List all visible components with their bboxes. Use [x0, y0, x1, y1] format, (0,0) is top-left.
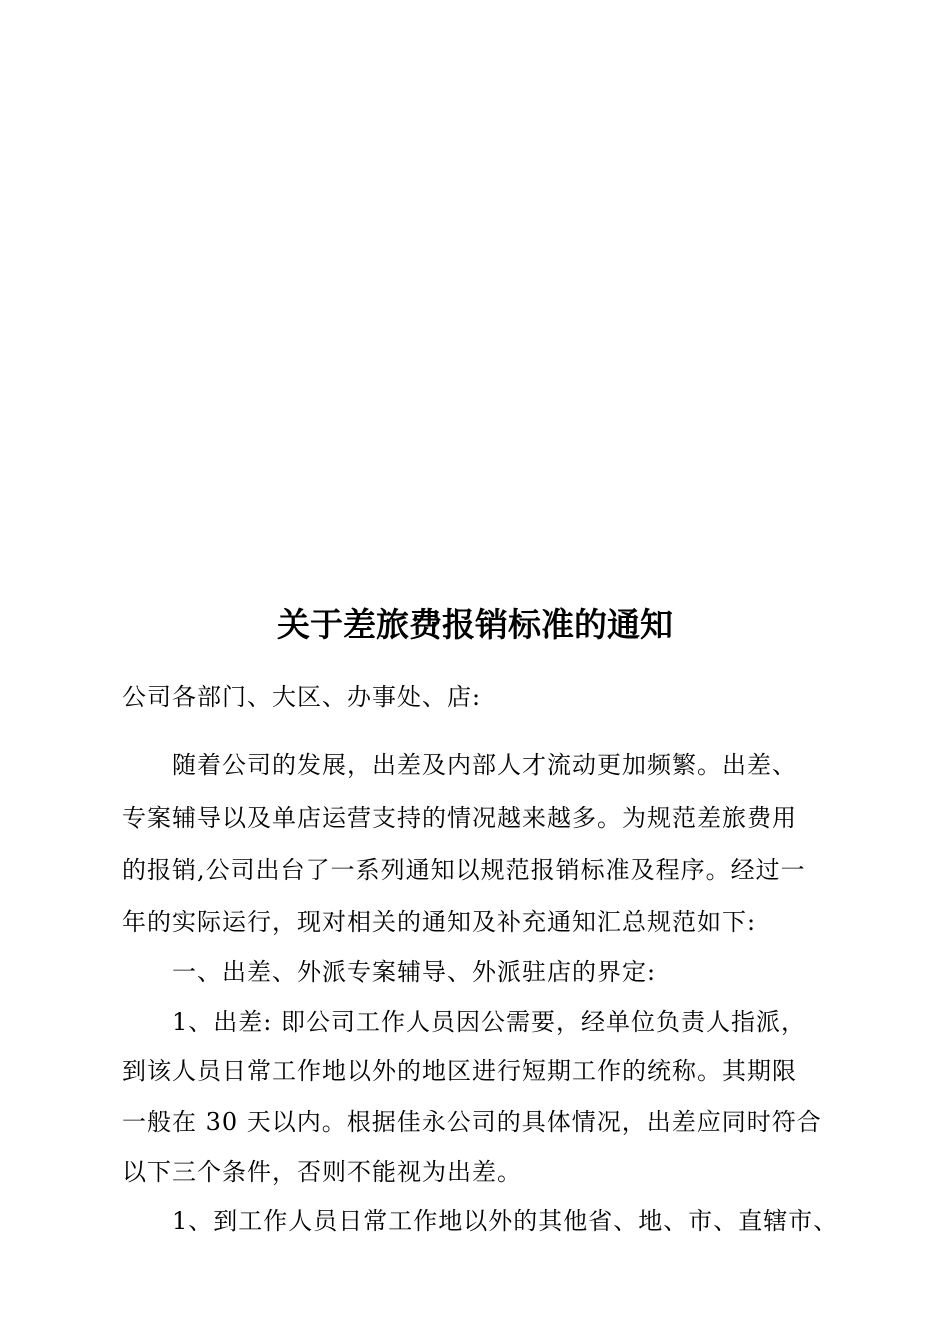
paragraph-line: 随着公司的发展，出差及内部人才流动更加频繁。出差、: [172, 751, 797, 779]
paragraph-line: 一般在 30 天以内。根据佳永公司的具体情况，出差应同时符合: [122, 1108, 822, 1136]
paragraph-line: 专案辅导以及单店运营支持的情况越来越多。为规范差旅费用: [122, 804, 797, 832]
paragraph-line: 的报销,公司出台了一系列通知以规范报销标准及程序。经过一: [122, 856, 806, 884]
paragraph-line: 到该人员日常工作地以外的地区进行短期工作的统称。其期限: [122, 1057, 797, 1085]
salutation: 公司各部门、大区、办事处、店:: [122, 683, 482, 711]
section-heading: 一、出差、外派专案辅导、外派驻店的界定:: [172, 958, 657, 986]
document-title: 关于差旅费报销标准的通知: [277, 605, 673, 644]
paragraph-line: 以下三个条件，否则不能视为出差。: [122, 1158, 522, 1186]
paragraph-line: 年的实际运行，现对相关的通知及补充通知汇总规范如下:: [122, 908, 757, 936]
paragraph-line: 1、出差: 即公司工作人员因公需要，经单位负责人指派，: [172, 1008, 806, 1036]
paragraph-line: 1、到工作人员日常工作地以外的其他省、地、市、直辖市、: [172, 1207, 839, 1235]
